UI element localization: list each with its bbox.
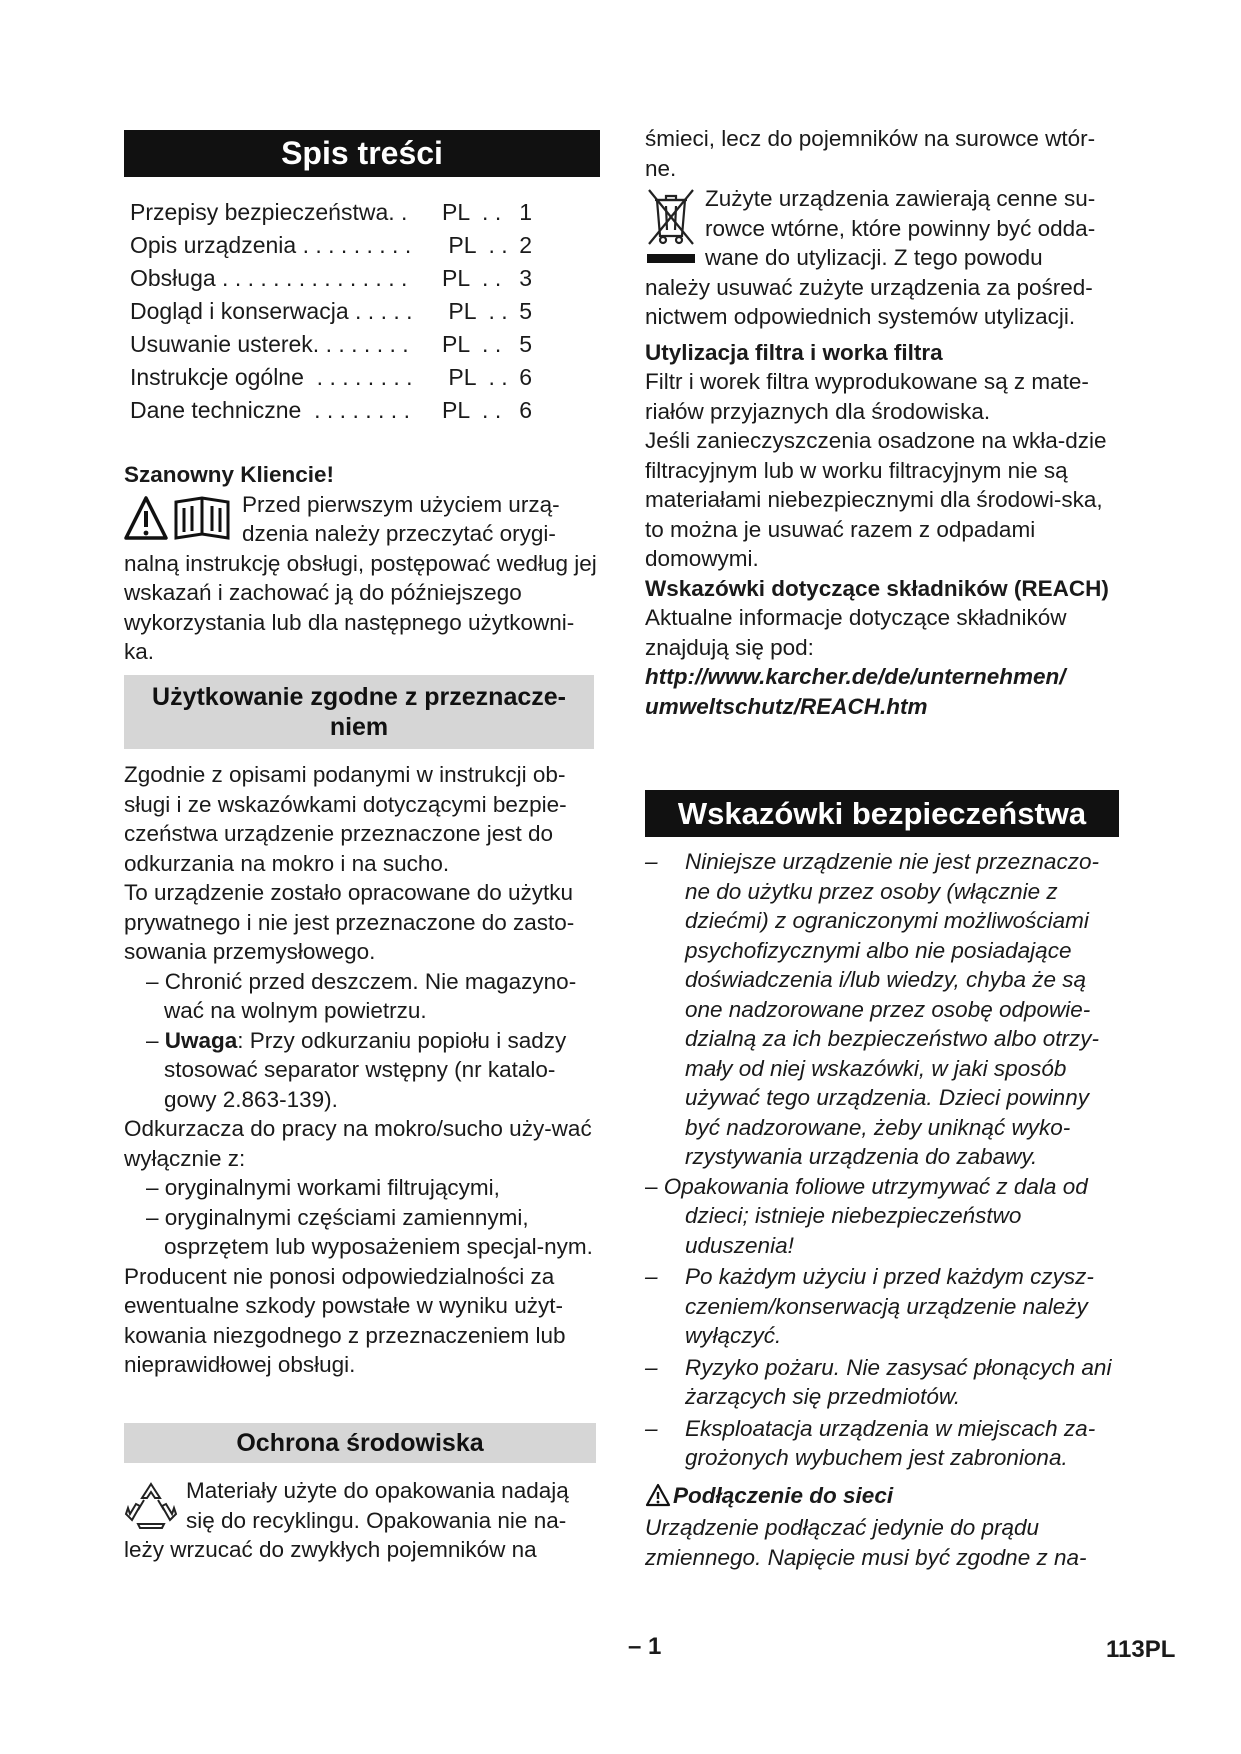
safety-item-text: Eksploatacja urządzenia w miejscach za-grożonych wybuchem jest zabroniona. bbox=[685, 1415, 1096, 1470]
toc-entry-page: 2 bbox=[519, 232, 532, 258]
ash-note-text: : Przy odkurzaniu popiołu i sadzy stosować separator wstępny (nr katalo-gowy 2.863-139). bbox=[164, 1027, 567, 1112]
toc-entry-section: PL . . bbox=[442, 265, 502, 291]
safety-item bbox=[645, 1262, 1123, 1351]
toc-entry-title: Przepisy bezpieczeństwa. . bbox=[130, 199, 408, 225]
toc-heading-bar bbox=[124, 130, 600, 177]
packaging-line-2: się do recyklingu. Opakowania nie na- bbox=[186, 1507, 567, 1533]
safety-item bbox=[645, 1353, 1123, 1412]
environment-section bbox=[124, 1476, 600, 1565]
warning-icon bbox=[645, 1483, 671, 1507]
packaging-continued: śmieci, lecz do pojemników na surowce wtór-ne. bbox=[645, 126, 1096, 181]
toc-entry-page: 6 bbox=[519, 364, 532, 390]
weee-line-1: Zużyte urządzenia zawierają cenne su- bbox=[705, 186, 1096, 211]
toc-entry-section: PL . . bbox=[442, 364, 508, 390]
ash-note-label: Uwaga bbox=[164, 1027, 238, 1053]
weee-line-3: wane do utylizacji. Z tego powodu bbox=[705, 245, 1043, 270]
safety-list bbox=[645, 847, 1123, 1572]
reach-url-line-1: http://www.karcher.de/de/unternehmen/ bbox=[645, 664, 1066, 689]
private-use-paragraph: To urządzenie zostało opracowane do użytku prywatnego i nie jest przeznaczone do zasto-sowania przemysłowego. bbox=[124, 880, 575, 964]
greeting-line-2: dzenia należy przeczytać orygi- bbox=[242, 521, 556, 546]
recycling-icon bbox=[124, 1480, 178, 1532]
reach-heading: Wskazówki dotyczące składników (REACH) bbox=[645, 575, 1109, 601]
intended-use-section bbox=[124, 760, 600, 1380]
safety-item-text: Opakowania foliowe utrzymywać z dala od dzieci; istnieje niebezpieczeństwo uduszenia! bbox=[663, 1173, 1088, 1258]
intended-use-heading-bar bbox=[124, 675, 594, 749]
environment-heading-bar bbox=[124, 1423, 596, 1463]
toc-entry-title: Obsługa . . . . . . . . . . . . . . . bbox=[130, 265, 408, 291]
toc-entry-page: 1 bbox=[519, 199, 532, 225]
toc-entry-section: PL . . bbox=[442, 397, 502, 423]
reach-url-line-2: umweltschutz/REACH.htm bbox=[645, 693, 928, 719]
ash-note-dash: – bbox=[146, 1027, 165, 1053]
filter-disposal-heading: Utylizacja filtra i worka filtra bbox=[645, 339, 943, 365]
crossed-bin-icon bbox=[645, 186, 697, 268]
page-code: 113PL bbox=[1106, 1636, 1176, 1663]
greeting-heading: Szanowny Kliencie! bbox=[124, 462, 335, 487]
packaging-line-1: Materiały użyte do opakowania nadają bbox=[186, 1478, 569, 1503]
safety-item-dash: – bbox=[645, 1173, 664, 1199]
greeting-line-1: Przed pierwszym użyciem urzą- bbox=[242, 491, 560, 517]
toc-entry-section: PL . . bbox=[442, 232, 508, 258]
rain-warning-item: – Chronić przed deszczem. Nie magazyno-wać na wolnym powietrzu. bbox=[146, 968, 577, 1023]
intended-use-heading-line-1: Użytkowanie zgodne z przeznacze- bbox=[152, 683, 566, 711]
toc-entry-title: Dane techniczne . . . . . . . . bbox=[130, 397, 410, 423]
safety-item-dash: – bbox=[645, 1354, 658, 1380]
greeting-section bbox=[124, 460, 600, 667]
filter-disposal-paragraph-2: Jeśli zanieczyszczenia osadzone na wkła-dzie filtracyjnym lub w worku filtracyjnym nie są materiałami niebezpiecznymi dla środowi-ska, to można je usuwać razem z odpadami domowymi. bbox=[645, 428, 1107, 571]
toc-row bbox=[130, 295, 532, 328]
toc-entry-title: Instrukcje ogólne . . . . . . . . bbox=[130, 364, 413, 390]
safety-item-dash: – bbox=[645, 1415, 658, 1441]
liability-paragraph: Producent nie ponosi odpowiedzialności za ewentualne szkody powstałe w wyniku użyt-kowania niezgodnego z przeznaczeniem lub nieprawidłowej obsługi. bbox=[124, 1263, 566, 1377]
toc-entry-page: 3 bbox=[519, 265, 532, 291]
safety-heading-bar bbox=[645, 790, 1119, 837]
safety-item bbox=[645, 847, 1123, 1172]
safety-item-text: Niniejsze urządzenie nie jest przeznaczo-ne do użytku przez osoby (włącznie z dziećmi) z ograniczonymi możliwościami psychofizycznymi albo nie posiadające doświadczenia i/lub wiedzy, chyba że są one nadzorowane przez osobę odpowie-dzialną za ich bezpieczeństwo albo otrzy-mały od niej wskazówki, w jaki sposób używać tego urządzenia. Dzieci powinny być nadzorowane, żeby uniknąć wyko-rzystywania urządzenia do zabawy. bbox=[685, 849, 1099, 1169]
packaging-line-3: leży wrzucać do zwykłych pojemników na bbox=[124, 1537, 537, 1562]
toc-entry-title: Dogląd i konserwacja . . . . . bbox=[130, 298, 413, 324]
power-heading: Podłączenie do sieci bbox=[673, 1482, 894, 1508]
page-number: – 1 bbox=[628, 1633, 662, 1660]
reach-paragraph: Aktualne informacje dotyczące składników znajdują się pod: bbox=[645, 605, 1067, 660]
toc-row bbox=[130, 196, 532, 229]
environment-heading: Ochrona środowiska bbox=[236, 1429, 484, 1457]
safety-item bbox=[645, 1172, 1123, 1261]
safety-item-dash: – bbox=[645, 849, 658, 874]
toc-row bbox=[130, 229, 532, 262]
warning-manual-icon bbox=[124, 494, 232, 544]
toc-entry-section: PL . . bbox=[442, 199, 502, 225]
filter-bags-item: – oryginalnymi workami filtrującymi, bbox=[146, 1175, 500, 1200]
weee-line-2: rowce wtórne, które powinny być odda- bbox=[705, 215, 1096, 241]
toc-entry-title: Usuwanie usterek. . . . . . . . bbox=[130, 331, 409, 357]
intended-use-paragraph: Zgodnie z opisami podanymi w instrukcji ob-sługi i ze wskazówkami dotyczącymi bezpie-czeństwa urządzenie przeznaczone jest do odkurzania na mokro i na sucho. bbox=[124, 762, 567, 876]
safety-item-dash: – bbox=[645, 1264, 658, 1289]
filter-disposal-paragraph-1: Filtr i worek filtra wyprodukowane są z mate-riałów przyjaznych dla środowiska. bbox=[645, 369, 1089, 424]
toc-entry-section: PL . . bbox=[442, 331, 502, 357]
toc-row bbox=[130, 262, 532, 295]
toc-title: Spis treści bbox=[281, 135, 443, 171]
greeting-text: nalną instrukcję obsługi, postępować według jej wskazań i zachować ją do późniejszego wykorzystania lub dla następnego użytkowni-ka. bbox=[124, 550, 597, 664]
toc-entry-page: 6 bbox=[519, 397, 532, 423]
ash-note-item bbox=[124, 1026, 600, 1115]
usage-only-with-paragraph: Odkurzacza do pracy na mokro/sucho uży-wać wyłącznie z: bbox=[124, 1116, 592, 1171]
toc-entry-title: Opis urządzenia . . . . . . . . . bbox=[130, 232, 412, 258]
safety-item-text: Po każdym użyciu i przed każdym czysz-czeniem/konserwacją urządzenie należy wyłączyć. bbox=[685, 1264, 1094, 1348]
toc-row bbox=[130, 328, 532, 361]
weee-block bbox=[645, 184, 1123, 721]
safety-item-text: Ryzyko pożaru. Nie zasysać płonących ani żarzących się przedmiotów. bbox=[685, 1354, 1112, 1409]
toc-row bbox=[130, 361, 532, 394]
toc-entry-page: 5 bbox=[519, 331, 532, 357]
toc-entry-section: PL . . bbox=[442, 298, 508, 324]
power-paragraph: Urządzenie podłączać jedynie do prądu zmiennego. Napięcie musi być zgodne z na- bbox=[645, 1515, 1087, 1570]
toc-entry-page: 5 bbox=[519, 298, 532, 324]
weee-text: należy usuwać zużyte urządzenia za pośred-nictwem odpowiednich systemów utylizacji. bbox=[645, 274, 1093, 329]
toc-row bbox=[130, 394, 532, 427]
power-heading-row bbox=[645, 1481, 1123, 1511]
safety-item bbox=[645, 1414, 1123, 1473]
safety-heading: Wskazówki bezpieczeństwa bbox=[677, 796, 1087, 831]
spare-parts-item: – oryginalnymi częściami zamiennymi, osprzętem lub wyposażeniem specjal-nym. bbox=[146, 1204, 593, 1259]
intended-use-heading-line-2: niem bbox=[329, 713, 389, 741]
table-of-contents bbox=[130, 196, 532, 427]
